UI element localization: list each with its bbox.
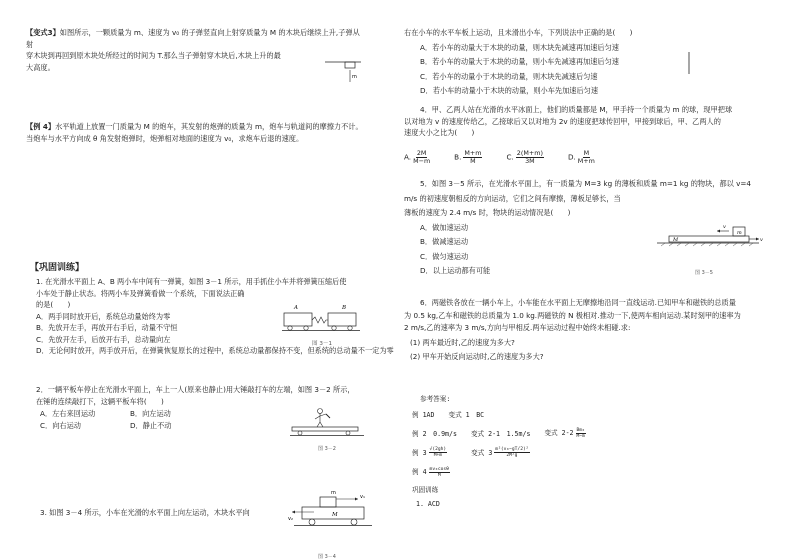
q1-line: 的是( ): [36, 300, 71, 309]
q5-option: A．做加速运动: [420, 222, 469, 232]
q5-v-left: v: [723, 224, 726, 230]
q3-block-m: m: [331, 490, 336, 496]
q1-line: 小车处于静止状态。将两小车及弹簧看做一个系统，下面说法正确: [36, 288, 245, 298]
q2-options: [40, 408, 220, 431]
q5-caption: 图 3－5: [695, 270, 713, 276]
answer-item: 例 2 0.9m/s: [412, 429, 457, 438]
q5-option: D．以上运动都有可能: [420, 266, 491, 275]
q5-line: 薄板的速度为 2.4 m/s 时，物块的运动情况是( ): [404, 208, 571, 217]
answer-item: 变式 2-1 1.5m/s: [470, 429, 531, 438]
q3-v1: v₁: [360, 494, 365, 500]
variant3-line: 大高度。: [26, 62, 55, 72]
q2-option: B．向左运动: [130, 409, 171, 418]
example4-label: 【例 4】: [26, 122, 56, 131]
variant3-line: 穿木块到再回到原木块处所经过的时间为 T.那么当子弹射穿木块后,木块上升的最: [26, 51, 281, 60]
q4-line: 以对地为 v 的速度传给乙，乙接球后又以对地为 2v 的速度把球传回甲，甲接到球后，甲、乙两人的: [404, 116, 721, 126]
q1-option: B．先放开左手，再放开右手后，动量不守恒: [36, 323, 178, 332]
q1-line: 1. 在光滑水平面上 A、B 两小车中间有一弹簧，如图 3－1 所示，用手抓住小车并将弹簧压缩后使: [36, 277, 347, 286]
answer-item: 例 1AD: [412, 411, 435, 419]
q2-option: C．向右运动: [40, 420, 81, 430]
q3-option: A．若小车的动量大于木块的动量，则木块先减速再加速后匀速: [420, 42, 619, 52]
q3-figure: [288, 488, 378, 560]
q6-block: [404, 297, 741, 363]
variant3-line: 如图所示，一颗质量为 m、速度为 v₀ 的子弹竖直向上射穿质量为 M 的木块后继续上升,子弹从射: [26, 28, 360, 49]
q2-line: 2．一辆平板车停止在光滑水平面上，车上一人(原来也静止)用大锤敲打车的左端，如图 3－2 所示，: [36, 385, 355, 394]
q3-line: 右在小车的水平车板上运动，且未滑出小车，下列说法中正确的是( ): [404, 28, 633, 37]
q6-line: 为 0.5 kg,乙车和磁铁的总质量为 1.0 kg.两磁铁的 N 极相对.推动一下,使两车相向运动.某时刻甲的速率为: [404, 310, 741, 320]
answers-section: 巩固训练: [412, 485, 439, 494]
q1-option: C．先放开左手，后放开右手，总动量向左: [36, 334, 171, 344]
q6-sub: (2) 甲车开始反向运动时,乙的速度为多大?: [410, 352, 544, 361]
q5-line: m/s 的初速度朝相反的方向运动，它们之间有摩擦，薄板足够长，当: [404, 193, 621, 203]
q4-option-d: D. $\frac{M}{M+m}$: [567, 149, 595, 165]
q6-line: 2 m/s,乙的速率为 3 m/s,方向与甲相反.两车运动过程中始终未相碰.求:: [404, 323, 631, 332]
q2-line: 在锤的连续敲打下，这辆平板车将( ): [36, 396, 164, 406]
q3-block: [40, 507, 250, 519]
q4-line: 速度大小之比为( ): [404, 128, 475, 137]
q6-line: 6．两磁铁各放在一辆小车上，小车能在水平面上无摩擦地沿同一直线运动.已知甲车和磁铁的总质量: [420, 298, 736, 307]
q5-board-M: M: [673, 237, 679, 243]
q4-line: 4．甲、乙两人站在光滑的水平冰面上，他们的质量都是 M，甲手持一个质量为 m 的球，现甲把球: [420, 105, 733, 114]
q5-figure: [655, 222, 765, 280]
cart-b-label: B: [342, 305, 347, 311]
answer-item: 1. ACD: [416, 499, 440, 508]
q3-continued: [404, 27, 632, 97]
answer-item: 变式 2-2 $\frac{\text{Bm₀}}{M-m}$: [544, 427, 585, 439]
q1-option: A．两手同时放开后，系统总动量始终为零: [36, 311, 171, 321]
cart-a-label: A: [294, 305, 298, 311]
variant3-figure: [325, 58, 365, 88]
q5-v-right: v: [760, 237, 763, 243]
q5-line: 5．如图 3－5 所示，在光滑水平面上，有一质量为 M=3 kg 的薄板和质量 m=1 kg 的物块，都以 v=4: [420, 179, 751, 188]
answer-item: 变式 1 BC: [448, 411, 485, 419]
q2-option: D．静止不动: [130, 420, 172, 430]
q4-option-a: A. $\frac{2M}{M-m}$: [404, 149, 431, 165]
section-title: 【巩固训练】: [30, 263, 85, 273]
margin-mark: [688, 52, 692, 76]
q1-figure: [282, 305, 362, 355]
q2-caption: 图 3－2: [318, 446, 336, 452]
answer-item: 变式 3 $\frac{\text{m²(v₀−gT/2)²}}{\text{2M²g}}$: [471, 447, 529, 458]
q5-option: C．做匀速运动: [420, 251, 469, 261]
variant3-label: 【变式3】: [26, 28, 60, 37]
q2-option: A．左右来回运动: [40, 409, 96, 418]
example4-block: [26, 121, 386, 144]
q6-sub: (1) 两车最近时,乙的速度为多大?: [410, 337, 515, 347]
q4-option-c: C. $\frac{2(M+m)}{3M}$: [506, 149, 543, 165]
answer-item: 例 3 $\frac{√(2gh)}{M+m}$: [412, 447, 447, 458]
example4-line: 当炮车与水平方向成 θ 角发射炮弹时，炮弹相对地面的速度为 v₀，求炮车后退的速度。: [26, 133, 304, 143]
q3-v2: v₂: [288, 516, 293, 522]
q5-block-m: m: [737, 230, 742, 236]
q3-line: 3. 如图 3－4 所示，小车在光滑的水平面上向左运动，木块水平向: [40, 508, 250, 517]
q1-caption: 图 3－1: [312, 341, 333, 347]
example4-line: 水平轨道上放置一门质量为 M 的炮车，其发射的炮弹的质量为 m，炮车与轨道间的摩擦力不计。: [55, 122, 363, 131]
answers-block: [412, 393, 672, 508]
svg-text:m: m: [352, 74, 357, 80]
answers-title: 参考答案:: [420, 395, 451, 403]
q4-options: [404, 150, 597, 165]
q4-block: [404, 104, 733, 139]
answer-item: 例 4 $\frac{\text{mv₀cosθ}}{M}$: [412, 466, 449, 478]
q3-option: C．若小车的动量小于木块的动量，则木块先减速后匀速: [420, 71, 598, 81]
q1-option: D．无论何时放开，两手放开后，在弹簧恢复原长的过程中，系统总动量都保持不变，但系统的总动量不一定为零: [36, 346, 394, 355]
variant3-block: [26, 27, 366, 73]
q5-option: B．做减速运动: [420, 237, 469, 246]
q4-option-b: B. $\frac{M+m}{M}$: [454, 149, 482, 165]
q3-option: B．若小车的动量大于木块的动量，则小车先减速再加速后匀速: [420, 57, 619, 66]
q3-cart-M: M: [332, 512, 338, 518]
q3-caption: 图 3－4: [318, 554, 336, 560]
q2-figure: [290, 400, 370, 460]
q3-option: D．若小车的动量小于木块的动量，则小车先加速后匀速: [420, 86, 599, 95]
